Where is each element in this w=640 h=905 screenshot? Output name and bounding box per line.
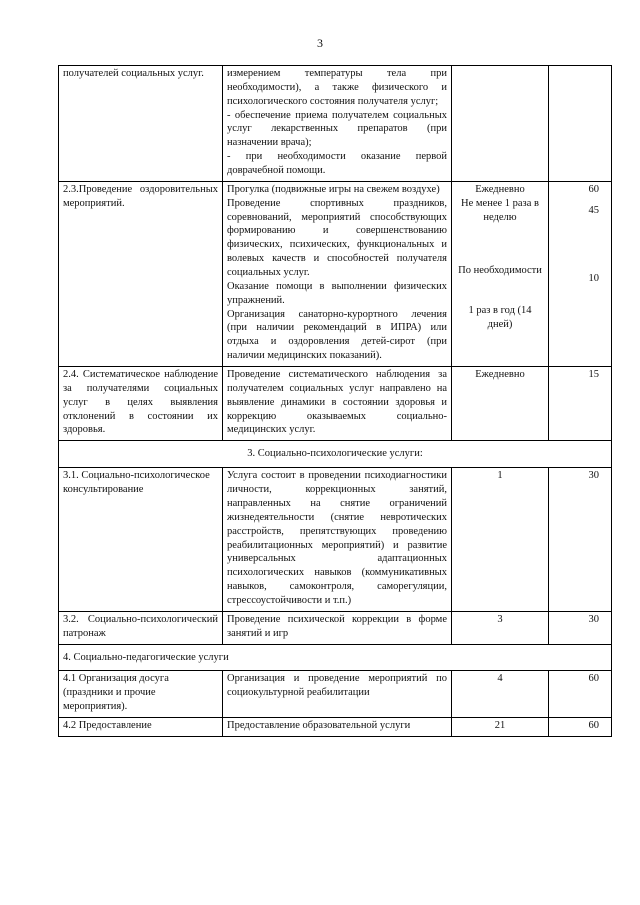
description-cell xyxy=(223,367,452,441)
description-paragraph: измерением температуры тела при необходимости), а также физического и психологического состояния получателя услуг; xyxy=(227,68,447,107)
section-title: 4. Социально-педагогические услуги xyxy=(59,644,612,671)
service-cell: 3.2. Социально-психологический патронаж xyxy=(59,611,223,644)
amount-cell xyxy=(549,181,612,366)
frequency-cell: 3 xyxy=(452,611,549,644)
frequency-value: Не менее 1 раза в неделю xyxy=(461,197,539,223)
amount-cell: 60 xyxy=(549,671,612,718)
frequency-cell: Ежедневно xyxy=(452,367,549,441)
service-cell: 4.2 Предоставление xyxy=(59,717,223,736)
amount-cell xyxy=(549,66,612,182)
table-row xyxy=(59,671,612,718)
description-paragraph: Услуга состоит в проведении психодиагностики личности, коррекционных занятий, направленных на снятие ограничений жизнедеятельности (снятие невротических расстройств, препятствующих проведению реабилитационных мероприятий) и развитие универсальных адаптационных психологических навыков (коммуникативных навыков, самоконтроля, саморегуляции, стрессоустойчивости и т.п.) xyxy=(227,470,447,606)
description-paragraph: - при необходимости оказание первой доврачебной помощи. xyxy=(227,151,447,177)
frequency-cell: 1 xyxy=(452,468,549,612)
table-row xyxy=(59,468,612,612)
table-row xyxy=(59,611,612,644)
table-row xyxy=(59,717,612,736)
description-paragraph: Организация санаторно-курортного лечения (при наличии рекомендаций в ИПРА) или отдыха и оздоровления детей-сирот (при наличии медицинских показаний). xyxy=(227,308,447,362)
services-table xyxy=(58,65,612,737)
description-paragraph: Оказание помощи в выполнении физических упражнений. xyxy=(227,280,447,306)
service-cell: 2.4. Систематическое наблюдение за получателями социальных услуг в целях выявления отклонений в состоянии их здоровья. xyxy=(59,367,223,441)
amount-cell: 15 xyxy=(549,367,612,441)
amount-cell: 60 xyxy=(549,717,612,736)
table-row xyxy=(59,367,612,441)
amount-value: 45 xyxy=(588,204,599,216)
description-cell xyxy=(223,468,452,612)
table-row xyxy=(59,66,612,182)
description-cell xyxy=(223,717,452,736)
description-paragraph: Прогулка (подвижные игры на свежем воздухе) xyxy=(227,183,440,195)
service-cell: получателей социальных услуг. xyxy=(59,66,223,182)
frequency-cell xyxy=(452,66,549,182)
description-cell xyxy=(223,181,452,366)
description-cell xyxy=(223,671,452,718)
page-number: 3 xyxy=(317,36,323,50)
service-cell: 2.3.Проведение оздоровительных мероприятий. xyxy=(59,181,223,366)
description-paragraph: - обеспечение приема получателем социальных услуг лекарственных препаратов (при назначении врача); xyxy=(227,109,447,149)
service-cell: 3.1. Социально-психологическое консультирование xyxy=(59,468,223,612)
table-row xyxy=(59,181,612,366)
description-paragraph: Проведение систематического наблюдения за получателем социальных услуг направлено на выявление динамики в состоянии здоровья и коррекцию оказываемых социально-медицинских услуг. xyxy=(227,369,447,436)
amount-value: 10 xyxy=(588,272,599,284)
frequency-cell: 21 xyxy=(452,717,549,736)
frequency-cell: 4 xyxy=(452,671,549,718)
description-paragraph: Организация и проведение мероприятий по социокультурной реабилитации xyxy=(227,673,447,699)
description-paragraph: Проведение психической коррекции в форме занятий и игр xyxy=(227,613,447,639)
amount-value: 60 xyxy=(588,183,599,195)
section-row xyxy=(59,644,612,671)
frequency-cell xyxy=(452,181,549,366)
amount-cell: 30 xyxy=(549,468,612,612)
frequency-value: 1 раз в год (14 дней) xyxy=(468,305,532,331)
section-row xyxy=(59,441,612,468)
description-cell xyxy=(223,66,452,182)
description-cell xyxy=(223,611,452,644)
amount-cell: 30 xyxy=(549,611,612,644)
service-cell: 4.1 Организация досуга (праздники и прочие мероприятия). xyxy=(59,671,223,718)
description-paragraph: Предоставление образовательной услуги xyxy=(227,719,411,731)
description-paragraph: Проведение спортивных праздников, соревнований, мероприятий способствующих формированию и совершенствованию физических, психических, функциональных и волевых качеств и способностей получателя социальных услуг. xyxy=(227,197,447,279)
section-title: 3. Социально-психологические услуги: xyxy=(59,441,612,468)
frequency-value: По необходимости xyxy=(458,265,542,277)
frequency-value: Ежедневно xyxy=(475,183,525,195)
